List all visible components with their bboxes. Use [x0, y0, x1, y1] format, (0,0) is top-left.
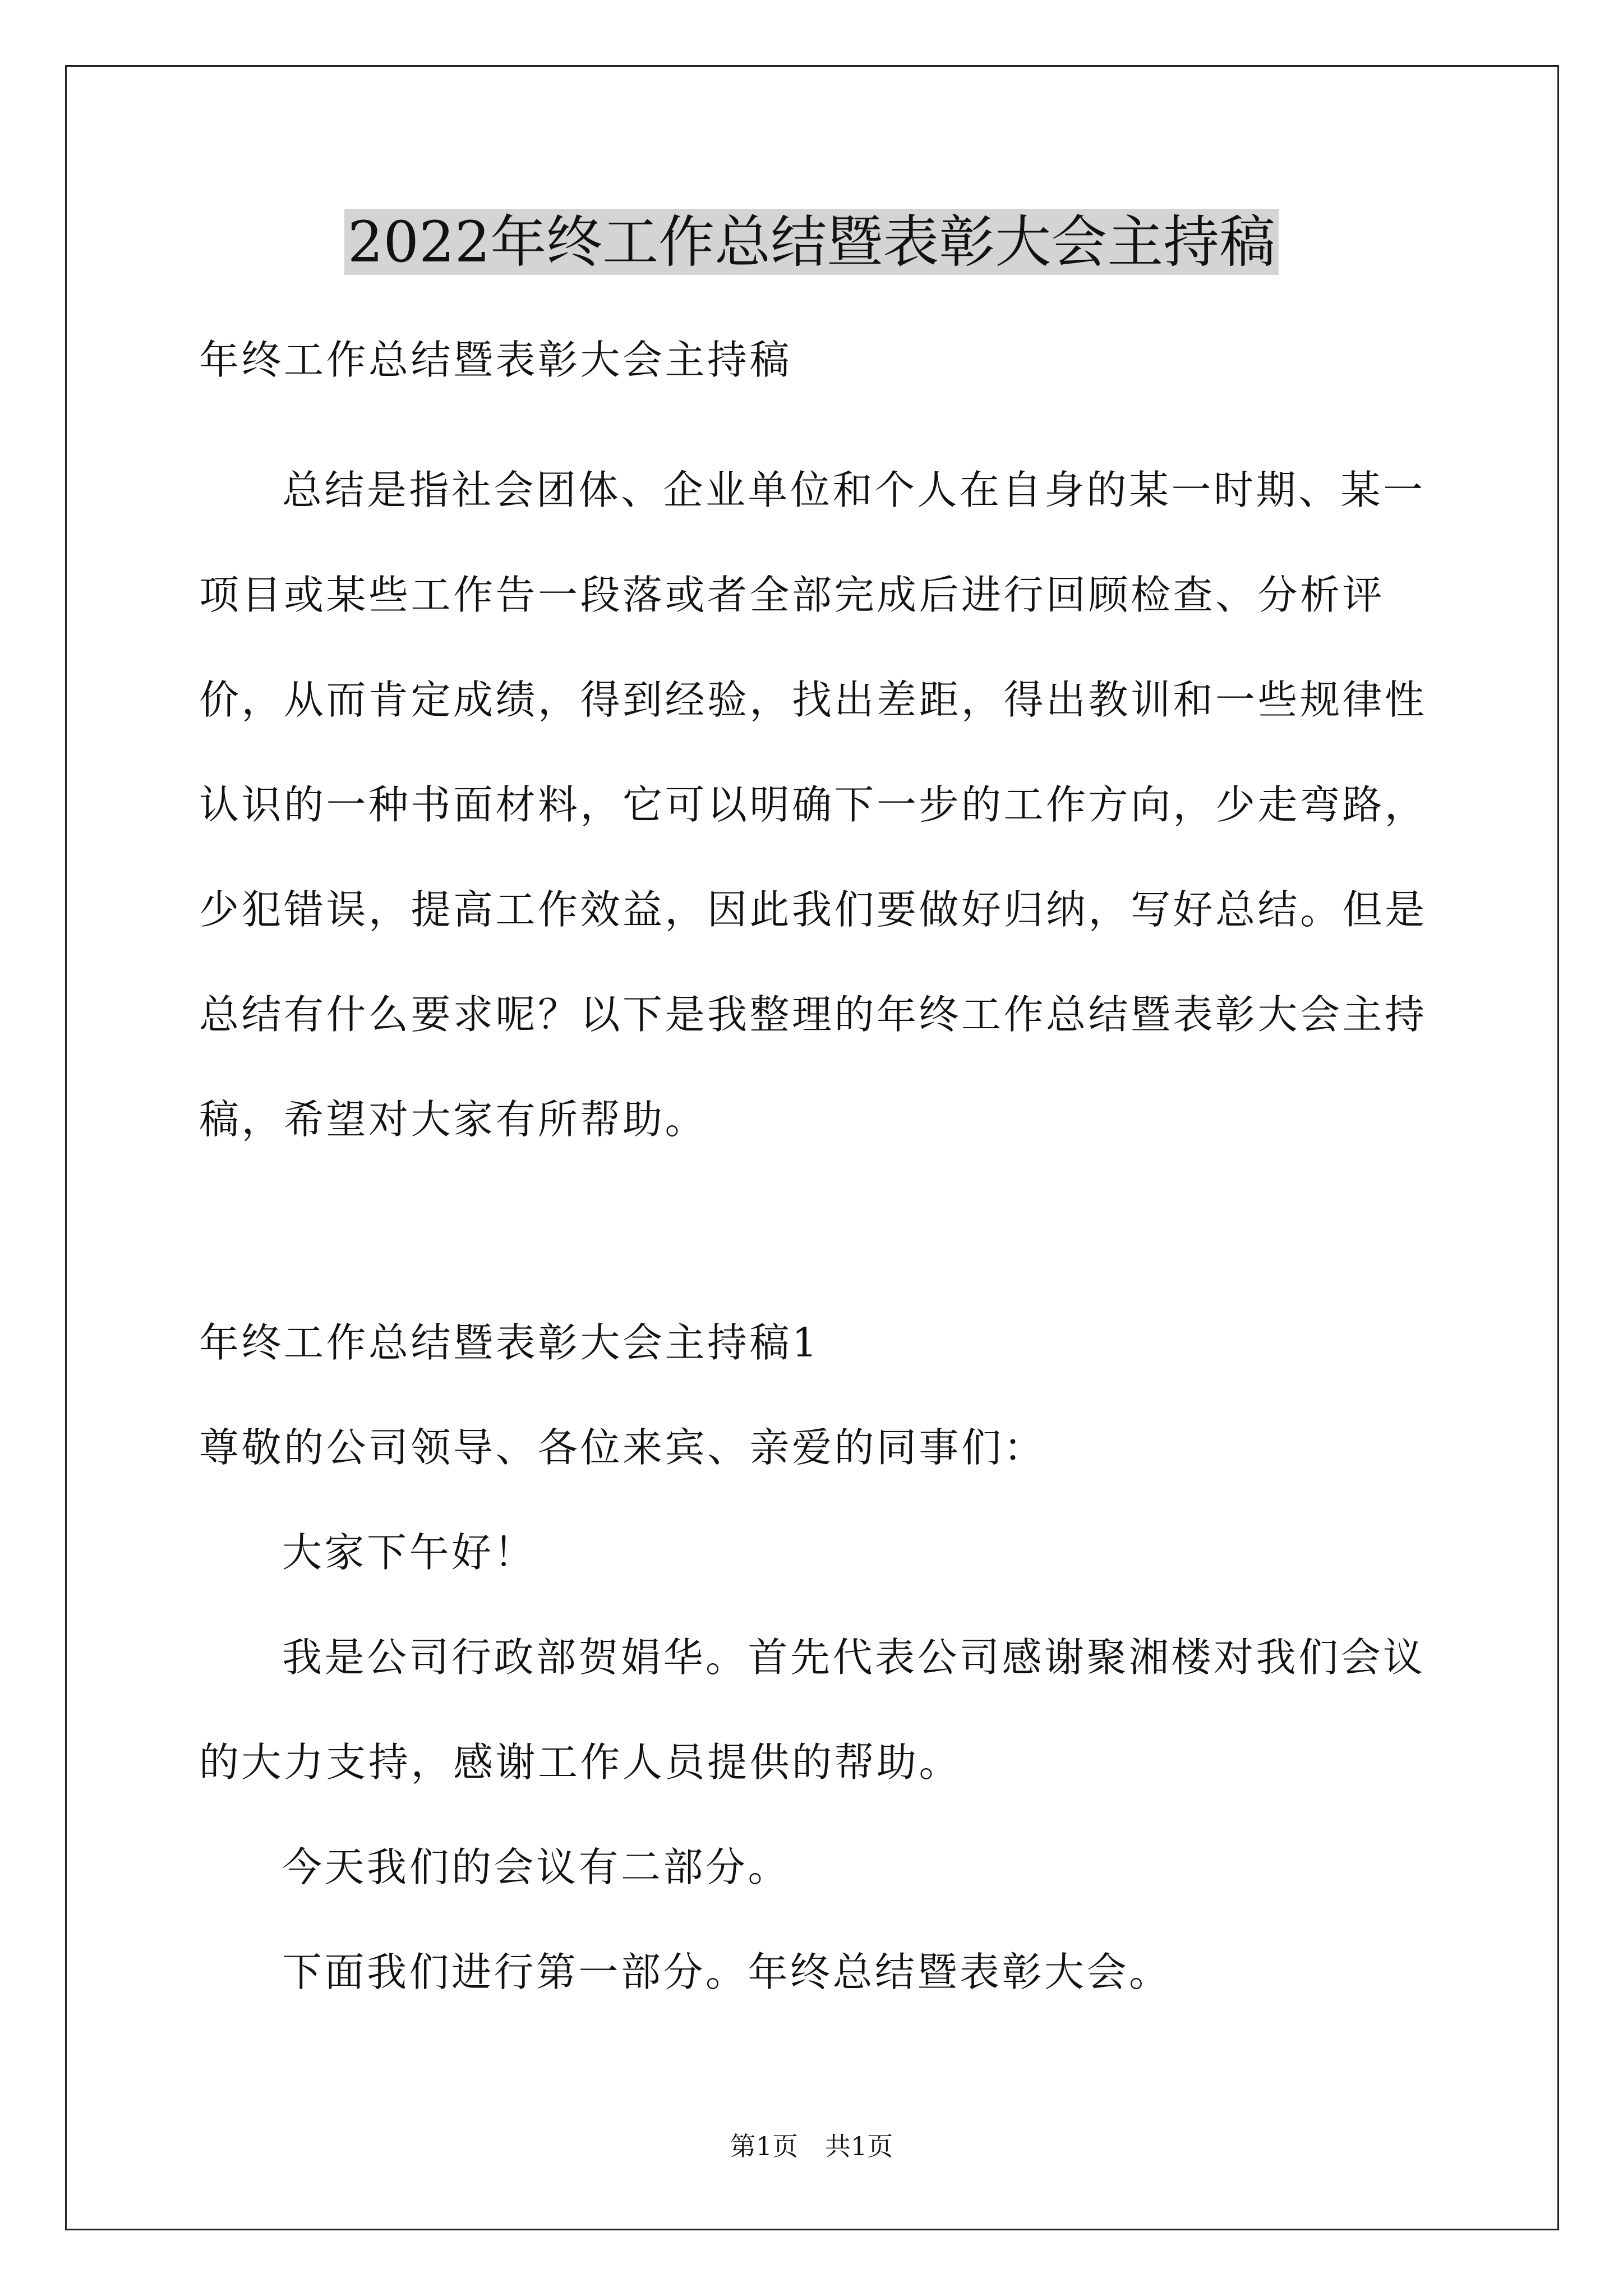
salutation: 尊敬的公司领导、各位来宾、亲爱的同事们： — [199, 1424, 1046, 1471]
greeting: 大家下午好！ — [282, 1529, 537, 1576]
section-heading: 年终工作总结暨表彰大会主持稿1 — [199, 1319, 820, 1366]
paragraph-1: 我是公司行政部贺娟华。首先代表公司感谢聚湘楼对我们会议的大力支持，感谢工作人员提供的帮助。 — [199, 1634, 1426, 1786]
page-total: 共1页 — [825, 2131, 893, 2161]
paragraph-2: 今天我们的会议有二部分。 — [282, 1844, 791, 1890]
intro-paragraph: 总结是指社会团体、企业单位和个人在自身的某一时期、某一项目或某些工作告一段落或者全部完成后进行回顾检查、分析评价，从而肯定成绩，得到经验，找出差距，得出教训和一些规律性认识的一种书面材料，它可以明确下一步的工作方向，少走弯路，少犯错误，提高工作效益，因此我们要做好归纳，写好总结。但是总结有什么要求呢？以下是我整理的年终工作总结暨表彰大会主持稿，希望对大家有所帮助。 — [199, 467, 1427, 1143]
page-number: 第1页 — [730, 2131, 798, 2161]
document-subtitle: 年终工作总结暨表彰大会主持稿 — [199, 337, 792, 383]
paragraph-3: 下面我们进行第一部分。年终总结暨表彰大会。 — [282, 1949, 1172, 1995]
page-footer — [0, 2129, 1623, 2163]
document-title: 2022年终工作总结暨表彰大会主持稿 — [0, 206, 1623, 279]
